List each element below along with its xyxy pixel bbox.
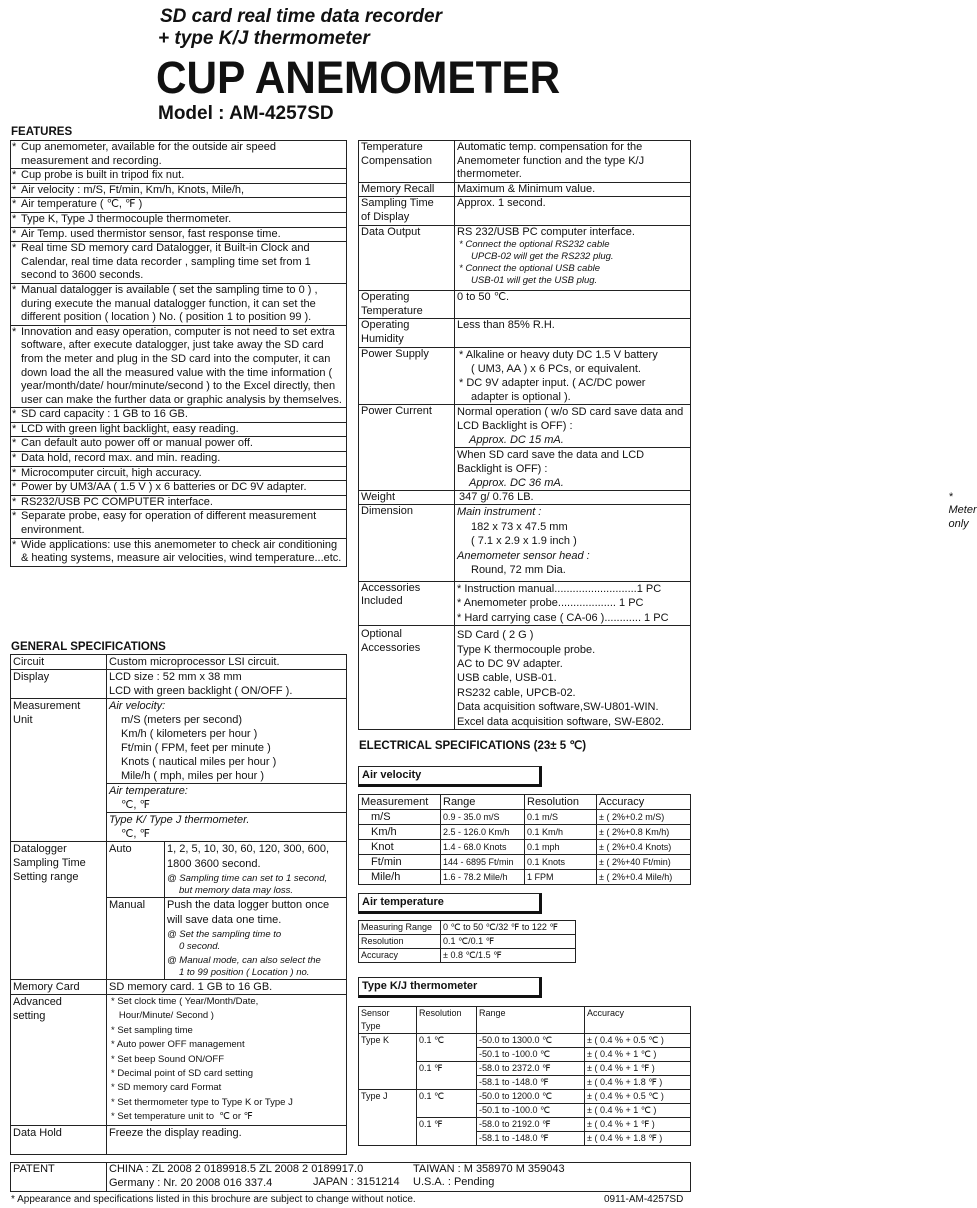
power-current-value: Normal operation ( w/o SD card save data and LCD Backlight is OFF) : Approx. DC 15 mA. When SD card save the data and LCD Backlight is OFF) : Approx. DC 36 mA.: [455, 404, 691, 490]
feature-item: [11, 538, 347, 566]
optional-item: Type K thermocouple probe.: [457, 643, 596, 656]
dimension-value: Main instrument : 182 x 73 x 47.5 mm ( 7.1 x 2.9 x 1.9 inch ) Anemometer sensor head : Round, 72 mm Dia.: [455, 505, 691, 582]
feature-item: [11, 510, 347, 538]
accuracy-cell: ± ( 0.4 % + 1.8 ℉ ): [585, 1076, 691, 1090]
feature-row: [11, 212, 347, 227]
feature-text: Manual datalogger is available ( set the sampling time to 0 ) , during execute the manual datalogger function, it can set the different position ( location ) No. ( position 1 to position 99 ).: [21, 283, 318, 324]
circuit-label: Circuit: [11, 655, 107, 670]
feature-bullet: *: [12, 242, 17, 255]
column-header: [359, 1007, 417, 1034]
table-row: [359, 840, 691, 855]
feature-bullet: *: [12, 466, 17, 479]
table-row: [359, 855, 691, 870]
temp-comp-value: Automatic temp. compensation for the Anemometer function and the type K/J thermometer.: [455, 141, 691, 183]
feature-text: Power by UM3/AA ( 1.5 V ) x 6 batteries or DC 9V adapter.: [21, 481, 307, 494]
table-row: [359, 949, 576, 963]
feature-item: [11, 183, 347, 198]
dimension-label: Dimension: [359, 505, 455, 582]
feature-bullet: *: [12, 422, 17, 435]
table-cell: 0 ℃ to 50 ℃/32 ℉ to 122 ℉: [441, 921, 576, 935]
feature-text: Air temperature ( ℃, ℉ ): [21, 198, 143, 211]
feature-text: Microcomputer circuit, high accuracy.: [21, 466, 202, 479]
op-temp-label: Operating Temperature: [359, 291, 455, 319]
thermometer-table: [358, 1006, 691, 1146]
memory-card-label: Memory Card: [11, 980, 107, 995]
table-row: [359, 870, 691, 885]
footer-note: * Appearance and specifications listed in this brochure are subject to change without notice.: [11, 1194, 416, 1205]
feature-row: [11, 495, 347, 510]
table-cell: Measuring Range: [359, 921, 441, 935]
model-number: Model : AM-4257SD: [158, 103, 334, 124]
accuracy-cell: ± ( 0.4 % + 1 ℉ ): [585, 1062, 691, 1076]
air-velocity-units: Air velocity: m/S (meters per second) Km/h ( kilometers per hour ) Ft/min ( FPM, feet per minute ) Knots ( nautical miles per hour ) Mile/h ( mph, miles per hour ): [107, 699, 347, 784]
table-cell: 144 - 6895 Ft/min: [441, 855, 525, 870]
weight-value: 347 g/ 0.76 LB. * Meter only: [455, 490, 691, 505]
table-row: [359, 935, 576, 949]
accuracy-cell: ± ( 0.4 % + 0.5 ℃ ): [585, 1034, 691, 1048]
accuracy-cell: ± ( 0.4 % + 1 ℃ ): [585, 1104, 691, 1118]
optional-item: Data acquisition software,SW-U801-WIN.: [457, 701, 659, 714]
feature-row: [11, 510, 347, 538]
table-row: [359, 1034, 691, 1048]
electrical-spec-heading: ELECTRICAL SPECIFICATIONS (23± 5 ℃): [359, 740, 587, 752]
range-cell: -58.1 to -148.0 ℉: [477, 1132, 585, 1146]
feature-row: [11, 452, 347, 467]
advanced-item: * Auto power OFF management: [111, 1039, 245, 1051]
feature-item: [11, 466, 347, 481]
accuracy-cell: ± ( 0.4 % + 1 ℃ ): [585, 1048, 691, 1062]
feature-bullet: *: [12, 198, 17, 211]
column-header: Measurement: [359, 795, 441, 810]
sampling-display-label: Sampling Time of Display: [359, 197, 455, 225]
resolution-cell: 0.1 ℃: [417, 1034, 477, 1062]
table-cell: 0.1 mph: [525, 840, 597, 855]
general-spec-heading: GENERAL SPECIFICATIONS: [11, 641, 166, 653]
op-humidity-label: Operating Humidity: [359, 319, 455, 347]
feature-text: Can default auto power off or manual power off.: [21, 437, 253, 450]
feature-text: Separate probe, easy for operation of different measurement environment.: [21, 510, 317, 537]
memory-recall-label: Memory Recall: [359, 182, 455, 197]
unit-item: Ft/min ( FPM, feet per minute ): [121, 742, 271, 754]
feature-bullet: *: [12, 169, 17, 182]
feature-row: [11, 538, 347, 566]
feature-row: [11, 283, 347, 325]
advanced-item: * Set thermometer type to Type K or Type J: [111, 1096, 293, 1108]
power-supply-value: * Alkaline or heavy duty DC 1.5 V battery ( UM3, AA ) x 6 PCs, or equivalent. * DC 9V adapter input. ( AC/DC power adapter is optional ).: [455, 347, 691, 404]
patent-label: PATENT: [11, 1163, 107, 1192]
table-cell: Mile/h: [359, 870, 441, 885]
feature-row: [11, 325, 347, 408]
air-temperature-table: [358, 920, 576, 963]
feature-bullet: *: [12, 452, 17, 465]
optional-item: Excel data acquisition software, SW-E802.: [457, 715, 665, 728]
table-row: [359, 810, 691, 825]
circuit-value: Custom microprocessor LSI circuit.: [107, 655, 347, 670]
sensor-type: Type J: [359, 1090, 417, 1146]
feature-item: [11, 437, 347, 452]
accuracy-cell: ± ( 0.4 % + 0.5 ℃ ): [585, 1090, 691, 1104]
unit-item: m/S (meters per second): [121, 714, 243, 726]
memory-recall-value: Maximum & Minimum value.: [455, 182, 691, 197]
accessories-value: * Instruction manual...........................1 PC * Anemometer probe................... 1 PC * Hard carrying case ( CA-06 )............ 1 PC: [455, 581, 691, 626]
column-header-line: Sensor: [361, 1008, 390, 1018]
range-cell: -58.1 to -148.0 ℉: [477, 1076, 585, 1090]
feature-item: [11, 283, 347, 325]
datalogger-label: Datalogger Sampling Time Setting range: [11, 842, 107, 980]
manual-label: Manual: [107, 898, 165, 980]
table-row: [359, 1090, 691, 1104]
page-title: CUP ANEMOMETER: [156, 52, 561, 103]
air-velocity-title: Air velocity: [358, 766, 542, 787]
patent-value: CHINA : ZL 2008 2 0189918.5 ZL 2008 2 0189917.0 TAIWAN : M 358970 M 359043 Germany : Nr. 20 2008 016 337.4 JAPAN : 3151214 U.S.A. : Pending: [107, 1163, 691, 1192]
range-cell: -50.1 to -100.0 ℃: [477, 1048, 585, 1062]
advanced-item: * Set clock time ( Year/Month/Date,: [111, 996, 259, 1007]
document-code: 0911-AM-4257SD: [604, 1194, 684, 1205]
table-cell: ± ( 2%+0.8 Km/h): [597, 825, 691, 840]
column-header: Accuracy: [585, 1007, 691, 1034]
advanced-setting-label: Advanced setting: [11, 995, 107, 1126]
feature-bullet: *: [12, 510, 17, 523]
feature-row: [11, 466, 347, 481]
feature-row: [11, 408, 347, 423]
unit-item: Mile/h ( mph, miles per hour ): [121, 770, 265, 782]
features-heading: FEATURES: [11, 126, 73, 138]
table-cell: 1.4 - 68.0 Knots: [441, 840, 525, 855]
feature-bullet: *: [12, 141, 17, 153]
accuracy-cell: ± ( 0.4 % + 1.8 ℉ ): [585, 1132, 691, 1146]
table-cell: Knot: [359, 840, 441, 855]
feature-bullet: *: [12, 481, 17, 494]
table-cell: 0.1 ℃/0.1 ℉: [441, 935, 576, 949]
table-cell: ± 0.8 ℃/1.5 ℉: [441, 949, 576, 963]
auto-value: 1, 2, 5, 10, 30, 60, 120, 300, 600, 1800 3600 second. @ Sampling time can set to 1 second, but memory data may loss.: [165, 842, 347, 898]
feature-item: [11, 452, 347, 467]
feature-row: [11, 481, 347, 496]
feature-text: SD card capacity : 1 GB to 16 GB.: [21, 408, 188, 421]
feature-bullet: *: [12, 325, 17, 338]
unit-item: Km/h ( kilometers per hour ): [121, 728, 258, 740]
feature-item: [11, 227, 347, 242]
table-cell: 0.1 Knots: [525, 855, 597, 870]
feature-item: [11, 242, 347, 284]
feature-row: [11, 422, 347, 437]
table-cell: m/S: [359, 810, 441, 825]
column-header: Range: [477, 1007, 585, 1034]
column-header: Range: [441, 795, 525, 810]
table-cell: 1 FPM: [525, 870, 597, 885]
range-cell: -50.1 to -100.0 ℃: [477, 1104, 585, 1118]
resolution-cell: 0.1 ℉: [417, 1118, 477, 1146]
air-temp-units: Air temperature: ℃, ℉: [107, 784, 347, 813]
feature-row: [11, 198, 347, 213]
optional-item: SD Card ( 2 G ): [457, 629, 534, 642]
feature-text: Air Temp. used thermistor sensor, fast response time.: [21, 227, 281, 240]
feature-row: [11, 141, 347, 169]
feature-bullet: *: [12, 283, 17, 296]
column-header: Resolution: [525, 795, 597, 810]
weight-label: Weight: [359, 490, 455, 505]
display-value: LCD size : 52 mm x 38 mm LCD with green backlight ( ON/OFF ).: [107, 670, 347, 699]
feature-text: LCD with green light backlight, easy reading.: [21, 422, 239, 435]
accessories-label: Accessories Included: [359, 581, 455, 626]
table-cell: 1.6 - 78.2 Mile/h: [441, 870, 525, 885]
advanced-setting-list: [107, 995, 347, 1126]
feature-text: Air velocity : m/S, Ft/min, Km/h, Knots, Mile/h,: [21, 183, 245, 196]
resolution-cell: 0.1 ℃: [417, 1090, 477, 1118]
unit-item: Knots ( nautical miles per hour ): [121, 756, 277, 768]
table-cell: Resolution: [359, 935, 441, 949]
feature-bullet: *: [12, 227, 17, 240]
power-current-label: Power Current: [359, 404, 455, 490]
data-output-label: Data Output: [359, 225, 455, 291]
subtitle-line-2: + type K/J thermometer: [158, 28, 370, 49]
feature-item: [11, 325, 347, 408]
data-output-value: RS 232/USB PC computer interface. * Connect the optional RS232 cable UPCB-02 will get the RS232 plug. * Connect the optional USB cable USB-01 will get the USB plug.: [455, 225, 691, 291]
table-cell: ± ( 2%+40 Ft/min): [597, 855, 691, 870]
op-humidity-value: Less than 85% R.H.: [455, 319, 691, 347]
advanced-item: Hour/Minute/ Second ): [111, 1010, 214, 1022]
table-row: [359, 825, 691, 840]
table-cell: 2.5 - 126.0 Km/h: [441, 825, 525, 840]
optional-acc-value: [455, 626, 691, 730]
table-cell: 0.1 Km/h: [525, 825, 597, 840]
table-cell: ± ( 2%+0.4 Mile/h): [597, 870, 691, 885]
auto-label: Auto: [107, 842, 165, 898]
feature-text: Data hold, record max. and min. reading.: [21, 452, 221, 465]
optional-item: USB cable, USB-01.: [457, 672, 557, 685]
column-header-line: Type: [361, 1021, 381, 1031]
column-header: Resolution: [417, 1007, 477, 1034]
thermometer-title: Type K/J thermometer: [358, 977, 542, 998]
optional-acc-label: Optional Accessories: [359, 626, 455, 730]
resolution-cell: 0.1 ℉: [417, 1062, 477, 1090]
table-cell: 0.1 m/S: [525, 810, 597, 825]
optional-item: AC to DC 9V adapter.: [457, 657, 563, 670]
table-cell: 0.9 - 35.0 m/S: [441, 810, 525, 825]
feature-text: Cup probe is built in tripod fix nut.: [21, 169, 185, 182]
range-cell: -58.0 to 2192.0 ℉: [477, 1118, 585, 1132]
sensor-type: Type K: [359, 1034, 417, 1090]
feature-row: [11, 169, 347, 184]
feature-bullet: *: [12, 183, 17, 196]
sampling-display-value: Approx. 1 second.: [455, 197, 691, 225]
range-cell: -58.0 to 2372.0 ℉: [477, 1062, 585, 1076]
column-header: Accuracy: [597, 795, 691, 810]
range-cell: -50.0 to 1300.0 ℃: [477, 1034, 585, 1048]
feature-row: [11, 227, 347, 242]
subtitle-line-1: SD card real time data recorder: [160, 6, 442, 27]
feature-text: Real time SD memory card Datalogger, it Built-in Clock and Calendar, real time data recorder , sampling time set from 1 second to 3600 seconds.: [21, 242, 311, 282]
advanced-item: * Set beep Sound ON/OFF: [111, 1053, 225, 1065]
feature-item: [11, 169, 347, 184]
feature-item: [11, 481, 347, 496]
accuracy-cell: ± ( 0.4 % + 1 ℉ ): [585, 1118, 691, 1132]
feature-bullet: *: [12, 437, 17, 450]
patent-table: [10, 1162, 691, 1192]
table-cell: ± ( 2%+0.4 Knots): [597, 840, 691, 855]
measurement-unit-label: Measurement Unit: [11, 699, 107, 842]
thermometer-units: Type K/ Type J thermometer. ℃, ℉: [107, 813, 347, 842]
general-spec-table: [10, 654, 347, 1155]
feature-item: [11, 198, 347, 213]
data-hold-value: Freeze the display reading.: [107, 1125, 347, 1154]
range-cell: -50.0 to 1200.0 ℃: [477, 1090, 585, 1104]
table-cell: Km/h: [359, 825, 441, 840]
feature-bullet: *: [12, 408, 17, 421]
advanced-item: * Decimal point of SD card setting: [111, 1068, 254, 1080]
features-table: [10, 140, 347, 567]
memory-card-value: SD memory card. 1 GB to 16 GB.: [107, 980, 347, 995]
feature-text: RS232/USB PC COMPUTER interface.: [21, 495, 213, 508]
air-velocity-table: [358, 794, 691, 885]
feature-bullet: *: [12, 495, 17, 508]
feature-row: [11, 242, 347, 284]
feature-item: [11, 422, 347, 437]
manual-value: Push the data logger button once will save data one time. @ Set the sampling time to 0 second. @ Manual mode, can also select the 1 to 99 position ( Location ) no.: [165, 898, 347, 980]
table-row: [359, 921, 576, 935]
table-cell: Ft/min: [359, 855, 441, 870]
table-header-row: [359, 1007, 691, 1034]
table-cell: ± ( 2%+0.2 m/S): [597, 810, 691, 825]
feature-item: [11, 141, 347, 169]
table-header-row: [359, 795, 691, 810]
feature-row: [11, 437, 347, 452]
feature-bullet: *: [12, 212, 17, 225]
feature-text: Wide applications: use this anemometer to check air conditioning & heating systems, measure air velocities, wind temperature...etc.: [21, 538, 342, 565]
feature-bullet: *: [12, 538, 17, 551]
air-temperature-title: Air temperature: [358, 893, 542, 914]
feature-item: [11, 495, 347, 510]
feature-row: [11, 183, 347, 198]
feature-text: Innovation and easy operation, computer is not need to set extra software, after execute datalogger, just take away the SD card from the meter and plug in the SD card into the computer, it can down load the all the measured value with the time information ( year/month/date/ hour/minute/second ) to the Excel directly, then user can make the further data or graphic analysis by themselves.: [21, 325, 342, 406]
feature-item: [11, 212, 347, 227]
feature-item: [11, 408, 347, 423]
op-temp-value: 0 to 50 ℃.: [455, 291, 691, 319]
power-supply-label: Power Supply: [359, 347, 455, 404]
display-label: Display: [11, 670, 107, 699]
right-spec-table: [358, 140, 977, 730]
table-cell: Accuracy: [359, 949, 441, 963]
advanced-item: * Set temperature unit to ℃ or ℉: [111, 1111, 253, 1123]
temp-comp-label: Temperature Compensation: [359, 141, 455, 183]
feature-text: Type K, Type J thermocouple thermometer.: [21, 212, 232, 225]
feature-text: Cup anemometer, available for the outside air speed measurement and recording.: [21, 141, 276, 167]
optional-item: RS232 cable, UPCB-02.: [457, 686, 576, 699]
advanced-item: * Set sampling time: [111, 1024, 193, 1036]
advanced-item: * SD memory card Format: [111, 1082, 222, 1094]
data-hold-label: Data Hold: [11, 1125, 107, 1154]
